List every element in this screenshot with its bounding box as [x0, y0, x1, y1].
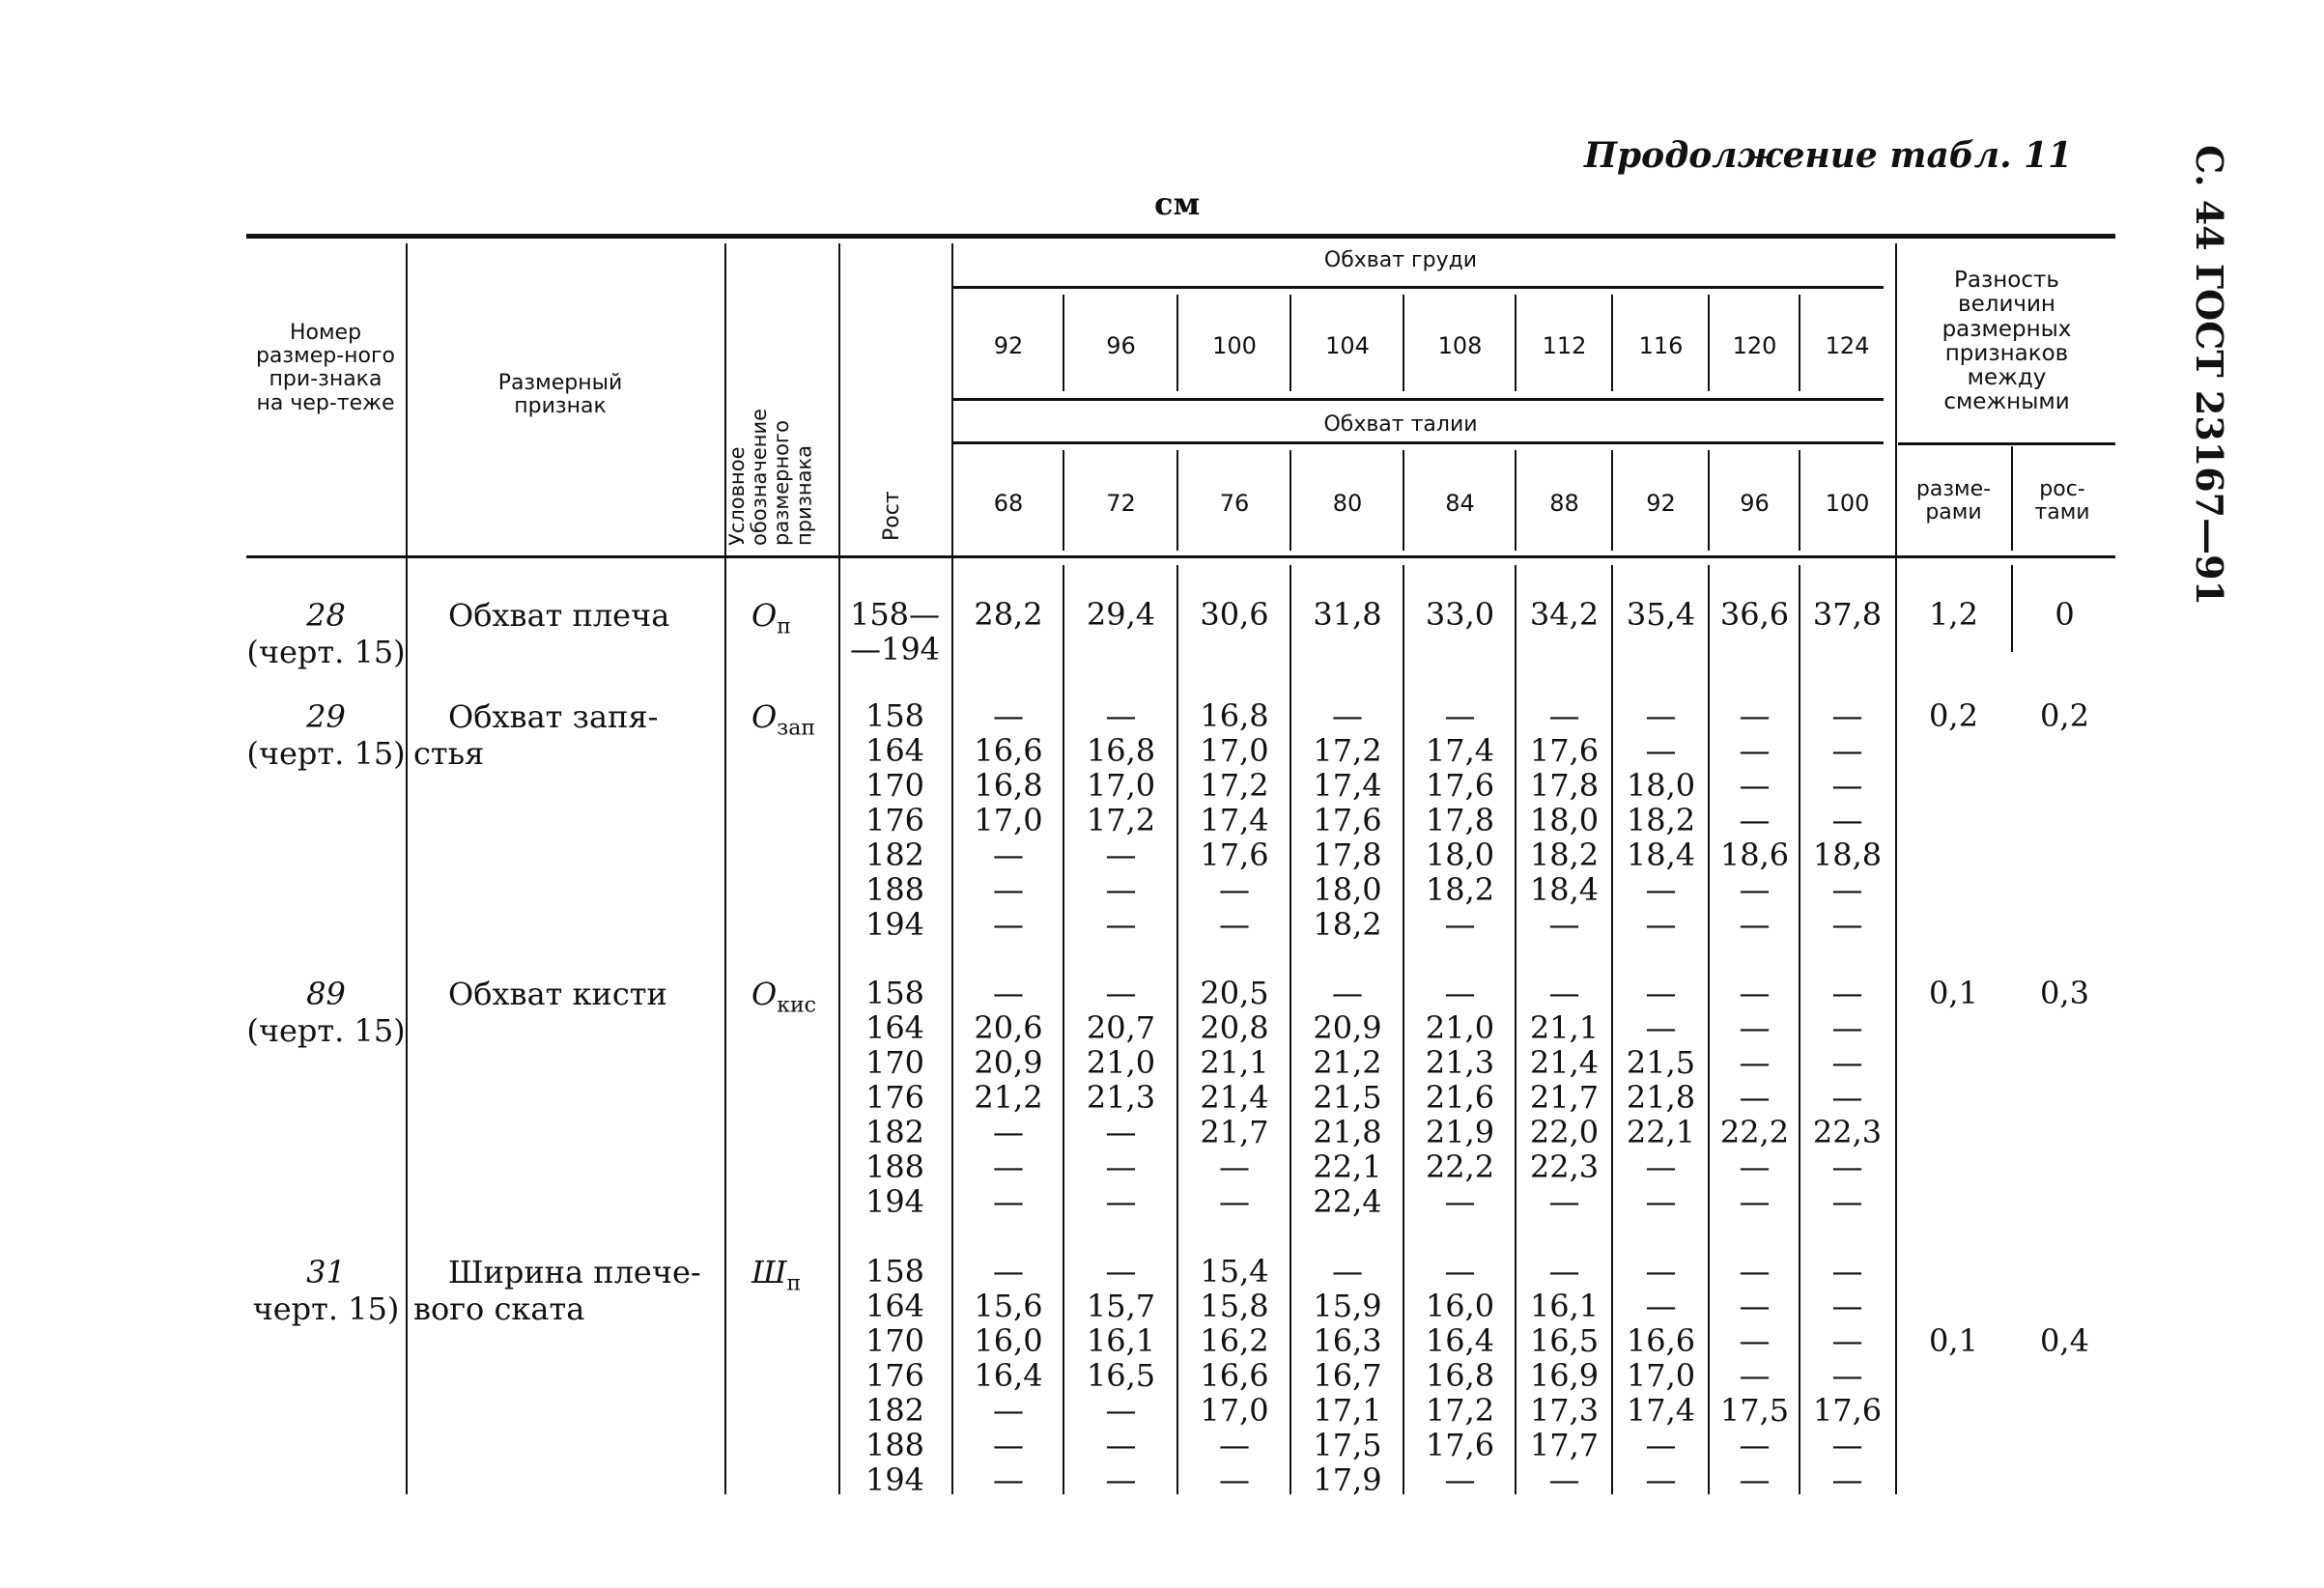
waist-value: 100	[1825, 490, 1870, 517]
row-number: 29	[306, 698, 346, 735]
chest-value: 120	[1732, 332, 1777, 359]
data-cell: — — — — 17,6 — —	[1812, 1253, 1883, 1498]
data-cell: 36,6	[1719, 596, 1790, 633]
row-symbol	[751, 1254, 838, 1295]
data-cell: — 20,7 21,0 21,3 — — —	[1086, 975, 1156, 1220]
row-feature-name: Обхват кисти	[448, 976, 667, 1012]
chest-value: 92	[993, 332, 1024, 359]
header-diff-sizes: разме-рами	[1915, 477, 1992, 525]
symbol-letter: Ш	[751, 1254, 787, 1290]
header-diff-heights: рос-тами	[2034, 477, 2090, 525]
data-cell: — — — — 22,2 — —	[1719, 975, 1790, 1220]
data-cell: 34,2	[1529, 596, 1600, 633]
waist-value: 68	[993, 490, 1024, 517]
table-top-rule	[246, 234, 2115, 239]
data-cell: — 16,1 16,5 16,9 17,3 17,7 —	[1529, 1253, 1600, 1498]
waist-value: 88	[1549, 490, 1579, 517]
data-cell: 31,8	[1313, 596, 1382, 633]
col-divider-chest-end	[1895, 243, 1897, 1494]
row-symbol	[751, 976, 838, 1017]
diff-split-rule	[1898, 442, 2115, 445]
header-height: Рост	[880, 491, 904, 541]
waist-value: 84	[1445, 490, 1475, 517]
data-cell: — 16,0 16,4 16,8 17,2 17,6 —	[1425, 1253, 1495, 1498]
waist-div	[1515, 450, 1516, 551]
row-number: 28	[306, 597, 346, 634]
data-cell: — 21,0 21,3 21,6 21,9 22,2 —	[1425, 975, 1495, 1220]
row-reference: (черт. 15)	[246, 735, 406, 772]
row-feature-name: Обхват плеча	[448, 597, 670, 634]
waist-group-rule	[951, 441, 1884, 444]
symbol-letter: О	[751, 976, 778, 1012]
diff-heights-value: 0,3	[2040, 975, 2089, 1011]
waist-div	[1403, 450, 1404, 551]
waist-value: 72	[1106, 490, 1136, 517]
col-divider-diff-body	[2011, 565, 2013, 652]
waist-div	[1176, 450, 1178, 551]
col-divider-height	[951, 243, 953, 1494]
chest-value: 116	[1638, 332, 1684, 359]
body-div	[1515, 565, 1516, 1494]
row-reference: черт. 15)	[252, 1290, 400, 1327]
data-cell: — 16,8 17,0 17,2 — — —	[1086, 697, 1156, 943]
data-cell: — 15,6 16,0 16,4 — — —	[974, 1253, 1043, 1498]
waist-div	[1799, 450, 1800, 551]
header-diff: Разность величин размерных признаков между смежными	[1941, 268, 2072, 415]
diff-heights-value: 0,2	[2040, 697, 2089, 734]
chest-value: 96	[1106, 332, 1136, 359]
diff-heights-value: 0	[2055, 596, 2075, 633]
body-div	[1063, 565, 1064, 1494]
data-cell: — 20,9 21,2 21,5 21,8 22,1 22,4	[1313, 975, 1382, 1220]
diff-sizes-value: 0,1	[1929, 975, 1978, 1011]
row-reference: (черт. 15)	[246, 1012, 406, 1049]
data-cell: — — 18,0 18,2 18,4 — —	[1626, 697, 1696, 943]
waist-value: 76	[1219, 490, 1250, 517]
chest-div	[1799, 295, 1800, 391]
data-cell: — 15,9 16,3 16,7 17,1 17,5 17,9	[1313, 1253, 1382, 1498]
chest-group-rule	[951, 286, 1884, 289]
body-div	[1290, 565, 1291, 1494]
chest-div	[1515, 295, 1516, 391]
data-cell: — 15,7 16,1 16,5 — — —	[1086, 1253, 1156, 1498]
symbol-subscript: кис	[777, 993, 816, 1018]
row-reference: (черт. 15)	[246, 634, 406, 670]
header-number: Номер размер-ного при-знака на чер-теже	[255, 321, 396, 415]
waist-div	[1708, 450, 1710, 551]
body-div	[1403, 565, 1404, 1494]
col-divider-number	[406, 243, 408, 1494]
data-cell: — — — — 18,8 — —	[1812, 697, 1883, 943]
data-cell: — 16,6 16,8 17,0 — — —	[974, 697, 1043, 943]
waist-div	[1290, 450, 1291, 551]
data-cell: — — — — 22,3 — —	[1812, 975, 1883, 1220]
side-title: С. 44 ГОСТ 23167—91	[2188, 145, 2231, 606]
chest-value: 124	[1825, 332, 1870, 359]
data-cell: 30,6	[1200, 596, 1269, 633]
row-number: 31	[306, 1254, 346, 1290]
data-cell: — 21,1 21,4 21,7 22,0 22,3 —	[1529, 975, 1600, 1220]
chest-values-rule	[951, 398, 1884, 401]
diff-sizes-value: 0,2	[1929, 697, 1978, 734]
data-cell: — 20,6 20,9 21,2 — — —	[974, 975, 1043, 1220]
row-number: 89	[306, 976, 346, 1012]
diff-sizes-value: 1,2	[1929, 596, 1978, 633]
diff-heights-value: 0,4	[2040, 1322, 2089, 1359]
chest-div	[1611, 295, 1613, 391]
waist-div	[1063, 450, 1064, 551]
chest-value: 104	[1325, 332, 1370, 359]
symbol-letter: О	[751, 698, 778, 735]
data-cell: — — 21,5 21,8 22,1 — —	[1626, 975, 1696, 1220]
data-cell: 16,8 17,0 17,2 17,4 17,6 — —	[1200, 697, 1269, 943]
row-heights: 158 164 170 176 182 188 194	[864, 975, 925, 1220]
data-cell: — — — — 17,5 — —	[1719, 1253, 1790, 1498]
continuation-title: Продолжение табл. 11	[1584, 135, 2073, 176]
data-cell: 35,4	[1626, 596, 1696, 633]
symbol-subscript: п	[777, 614, 791, 639]
symbol-subscript: п	[786, 1271, 802, 1296]
row-heights: 158 164 170 176 182 188 194	[864, 697, 925, 943]
waist-value: 96	[1740, 490, 1770, 517]
chest-div	[1290, 295, 1291, 391]
diff-sizes-value: 0,1	[1929, 1322, 1978, 1359]
header-chest-group: Обхват груди	[1323, 248, 1478, 272]
waist-value: 80	[1332, 490, 1363, 517]
waist-div	[1611, 450, 1613, 551]
data-cell: 20,5 20,8 21,1 21,4 21,7 — —	[1200, 975, 1269, 1220]
symbol-subscript: зап	[777, 716, 816, 741]
unit-label: см	[1154, 185, 1201, 222]
body-div	[1176, 565, 1178, 1494]
data-cell: — 17,4 17,6 17,8 18,0 18,2 —	[1425, 697, 1495, 943]
chest-div	[1403, 295, 1404, 391]
symbol-letter: О	[751, 597, 778, 634]
data-cell: — 17,2 17,4 17,6 17,8 18,0 18,2	[1313, 697, 1382, 943]
body-div	[1799, 565, 1800, 1494]
data-cell: — — 16,6 17,0 17,4 — —	[1626, 1253, 1696, 1498]
data-cell: — 17,6 17,8 18,0 18,2 18,4 —	[1529, 697, 1600, 943]
body-div	[1708, 565, 1710, 1494]
header-symbol: Условное обозначение размерного признака	[725, 408, 816, 546]
header-bottom-rule	[246, 555, 2115, 558]
chest-div	[1708, 295, 1710, 391]
data-cell: 15,4 15,8 16,2 16,6 17,0 — —	[1200, 1253, 1269, 1498]
data-cell: — — — — 18,6 — —	[1719, 697, 1790, 943]
row-heights: 158— —194	[849, 596, 941, 667]
chest-value: 112	[1542, 332, 1587, 359]
row-feature-name: Ширина плече- вого ската	[413, 1254, 701, 1327]
chest-value: 108	[1437, 332, 1483, 359]
header-waist-group: Обхват талии	[1323, 412, 1478, 437]
chest-value: 100	[1212, 332, 1257, 359]
data-cell: 28,2	[974, 596, 1043, 633]
row-symbol	[751, 597, 838, 638]
chest-div	[1176, 295, 1178, 391]
row-heights: 158 164 170 176 182 188 194	[864, 1253, 925, 1498]
data-cell: 33,0	[1425, 596, 1495, 633]
row-feature-name: Обхват запя- стья	[413, 698, 659, 772]
header-feature: Размерный признак	[497, 371, 623, 419]
col-divider-diff	[2011, 446, 2013, 551]
data-cell: 37,8	[1812, 596, 1883, 633]
data-cell: 29,4	[1086, 596, 1156, 633]
row-symbol	[751, 698, 838, 740]
body-div	[1611, 565, 1613, 1494]
waist-value: 92	[1646, 490, 1676, 517]
chest-div	[1063, 295, 1064, 391]
